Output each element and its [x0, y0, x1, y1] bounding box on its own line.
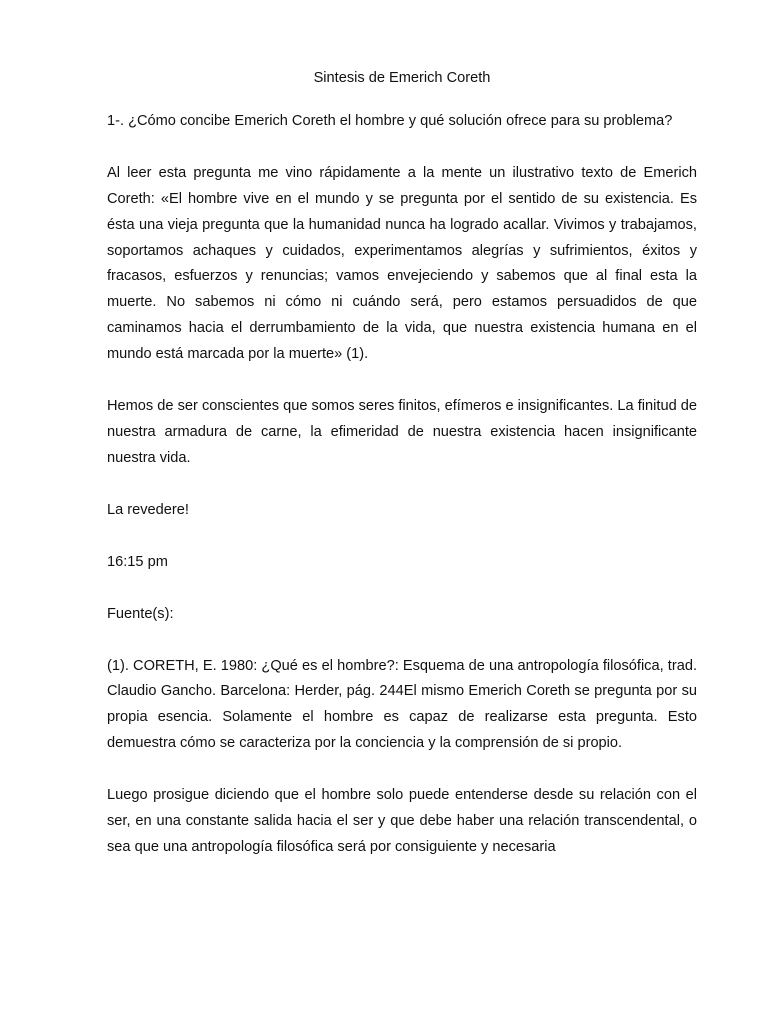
sources-label: Fuente(s):: [107, 605, 174, 622]
paragraph-time: 16:15 pm: [107, 553, 168, 570]
paragraph-finitude: Hemos de ser conscientes que somos seres finitos, efímeros e insignificantes. La finitud de nuestra armadura de carne, la efimeridad de nuestra existencia hacen insignificante nuestra vida.: [107, 398, 697, 466]
paragraph-continuation: Luego prosigue diciendo que el hombre solo puede entenderse desde su relación con el ser, en una constante salida hacia el ser y que debe haber una relación transcendental, o sea que una antropología filosófica será por consiguiente y necesaria: [107, 787, 697, 855]
paragraph-farewell: La revedere!: [107, 501, 189, 518]
document-page: [107, 66, 697, 887]
paragraph-reference: (1). CORETH, E. 1980: ¿Qué es el hombre?: Esquema de una antropología filosófica, trad. Claudio Gancho. Barcelona: Herder, pág. 244El mismo Emerich Coreth se pregunta por su propia esencia. Solamente el hombre es capaz de realizarse esta pregunta. Esto demuestra cómo se caracteriza por la conciencia y la comprensión de si propio.: [107, 657, 697, 752]
document-title: Sintesis de Emerich Coreth: [313, 70, 491, 86]
paragraph-intro: Al leer esta pregunta me vino rápidamente a la mente un ilustrativo texto de Emerich Coreth: «El hombre vive en el mundo y se pregunta por el sentido de su existencia. Es ésta una vieja pregunta que la humanidad nunca ha logrado acallar. Vivimos y trabajamos, soportamos achaques y cuidados, experimentamos alegrías y sufrimientos, éxitos y fracasos, esfuerzos y renuncias; vamos envejeciendo y sabemos que al final esta la muerte. No sabemos ni cómo ni cuándo será, pero estamos persuadidos de que caminamos hacia el derrumbamiento de la vida, que nuestra existencia humana en el mundo está marcada por la muerte» (1).: [107, 164, 697, 363]
question-heading: 1-. ¿Cómo concibe Emerich Coreth el hombre y qué solución ofrece para su problema?: [107, 112, 673, 129]
